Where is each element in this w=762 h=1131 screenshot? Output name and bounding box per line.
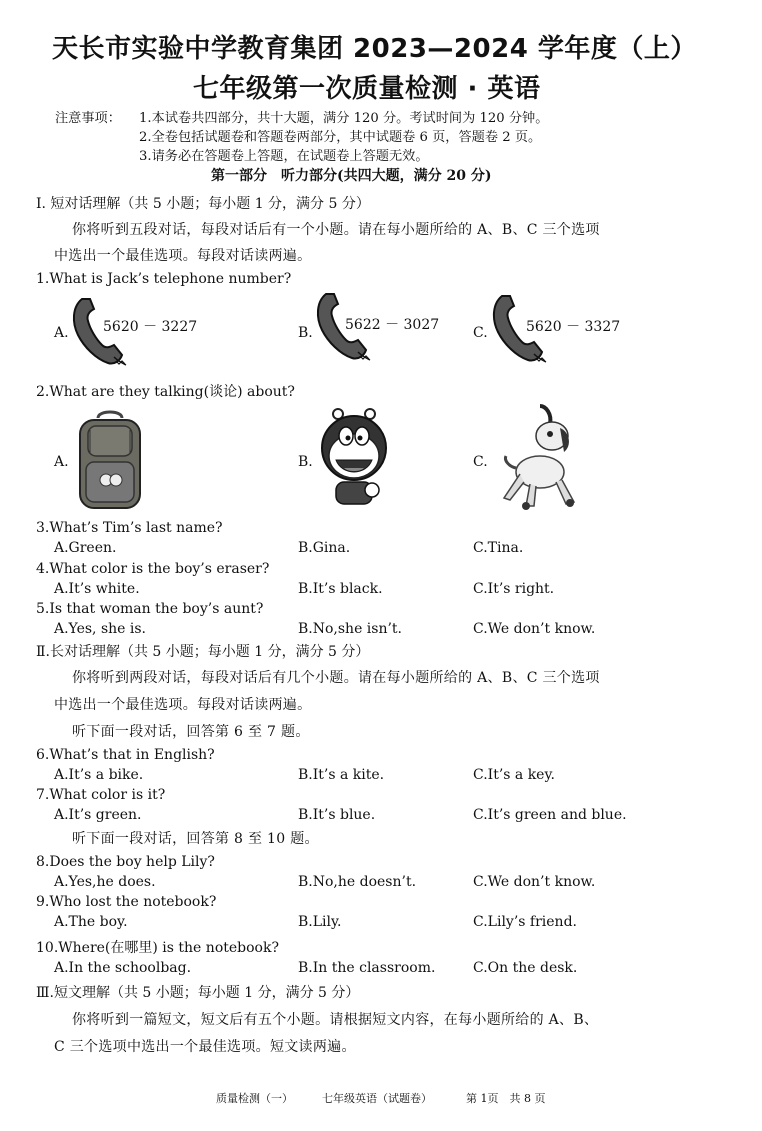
q8-option-b: B.No,he doesn’t. bbox=[298, 874, 417, 890]
q6-option-b: B.It’s a kite. bbox=[298, 767, 385, 783]
q9-option-b: B.Lily. bbox=[298, 914, 342, 930]
q7-option-c: C.It’s green and blue. bbox=[473, 807, 627, 823]
q1-option-b-label: B. bbox=[298, 325, 313, 341]
question-8: 8.Does the boy help Lily? bbox=[36, 854, 215, 870]
cartoon-robot-cat-icon bbox=[316, 406, 392, 512]
page-number: 第 1页 共 8 页 bbox=[466, 1092, 546, 1105]
question-5: 5.Is that woman the boy’s aunt? bbox=[36, 601, 264, 617]
q4-option-a: A.It’s white. bbox=[54, 581, 140, 597]
q3-option-b: B.Gina. bbox=[298, 540, 351, 556]
question-10: 10.Where(在哪里) is the notebook? bbox=[36, 940, 279, 956]
q1-option-a-number: 5620 － 3227 bbox=[103, 319, 198, 335]
q4-option-b: B.It’s black. bbox=[298, 581, 383, 597]
q2-option-c-label: C. bbox=[473, 454, 488, 470]
notes-label: 注意事项： bbox=[55, 111, 121, 126]
question-7: 7.What color is it? bbox=[36, 787, 166, 803]
q7-option-b: B.It’s blue. bbox=[298, 807, 376, 823]
q1-option-c-number: 5620 － 3327 bbox=[526, 319, 621, 335]
q7-option-a: A.It’s green. bbox=[54, 807, 142, 823]
section2-sub2: 听下面一段对话，回答第 8 至 10 题。 bbox=[72, 831, 319, 847]
q4-option-c: C.It’s right. bbox=[473, 581, 555, 597]
robot-dog-icon bbox=[490, 402, 590, 514]
backpack-icon bbox=[72, 408, 148, 512]
footer-mid: 七年级英语（试题卷） bbox=[322, 1092, 432, 1105]
section3-instructions-2: C 三个选项中选出一个最佳选项。短文读两遍。 bbox=[54, 1039, 356, 1055]
q3-option-a: A.Green. bbox=[54, 540, 117, 556]
section1-instructions-1: 你将听到五段对话，每段对话后有一个小题。请在每小题所给的 A、B、C 三个选项 bbox=[72, 222, 600, 238]
section3-instructions-1: 你将听到一篇短文，短文后有五个小题。请根据短文内容，在每小题所给的 A、B、 bbox=[72, 1012, 599, 1028]
q8-option-c: C.We don’t know. bbox=[473, 874, 596, 890]
q1-option-b-number: 5622 － 3027 bbox=[345, 317, 440, 333]
section2-sub1: 听下面一段对话，回答第 6 至 7 题。 bbox=[72, 724, 310, 740]
q1-option-a-label: A. bbox=[54, 325, 69, 341]
section3-heading: Ⅲ.短文理解（共 5 小题；每小题 1 分，满分 5 分） bbox=[36, 985, 360, 1001]
q9-option-c: C.Lily’s friend. bbox=[473, 914, 577, 930]
section1-heading: I. 短对话理解（共 5 小题；每小题 1 分，满分 5 分） bbox=[36, 196, 370, 212]
q5-option-a: A.Yes, she is. bbox=[54, 621, 147, 637]
q2-option-a-label: A. bbox=[54, 454, 69, 470]
q1-option-c-label: C. bbox=[473, 325, 488, 341]
section1-instructions-2: 中选出一个最佳选项。每段对话读两遍。 bbox=[54, 248, 312, 264]
note-item-2: 2.全卷包括试题卷和答题卷两部分，其中试题卷 6 页，答题卷 2 页。 bbox=[139, 130, 542, 145]
note-item-1: 1.本试卷共四部分，共十大题，满分 120 分。考试时间为 120 分钟。 bbox=[139, 111, 549, 126]
q8-option-a: A.Yes,he does. bbox=[54, 874, 156, 890]
part1-heading: 第一部分 听力部分(共四大题，满分 20 分) bbox=[211, 168, 492, 184]
section2-heading: Ⅱ.长对话理解（共 5 小题；每小题 1 分，满分 5 分） bbox=[36, 644, 370, 660]
q10-option-a: A.In the schoolbag. bbox=[54, 960, 192, 976]
question-3: 3.What’s Tim’s last name? bbox=[36, 520, 223, 536]
q10-option-c: C.On the desk. bbox=[473, 960, 578, 976]
question-6: 6.What’s that in English? bbox=[36, 747, 215, 763]
q10-option-b: B.In the classroom. bbox=[298, 960, 436, 976]
section2-instructions-2: 中选出一个最佳选项。每段对话读两遍。 bbox=[54, 697, 312, 713]
q3-option-c: C.Tina. bbox=[473, 540, 524, 556]
question-1: 1.What is Jack’s telephone number? bbox=[36, 271, 292, 287]
question-4: 4.What color is the boy’s eraser? bbox=[36, 561, 270, 577]
page-title: 天长市实验中学教育集团 2023—2024 学年度（上） bbox=[52, 34, 697, 64]
q6-option-a: A.It’s a bike. bbox=[54, 767, 144, 783]
section2-instructions-1: 你将听到两段对话，每段对话后有几个小题。请在每小题所给的 A、B、C 三个选项 bbox=[72, 670, 600, 686]
q6-option-c: C.It’s a key. bbox=[473, 767, 555, 783]
q9-option-a: A.The boy. bbox=[54, 914, 128, 930]
q5-option-b: B.No,she isn’t. bbox=[298, 621, 403, 637]
footer-left: 质量检测（一） bbox=[216, 1092, 293, 1105]
note-item-3: 3.请务必在答题卷上答题，在试题卷上答题无效。 bbox=[139, 149, 429, 164]
page-subtitle: 七年级第一次质量检测 · 英语 bbox=[193, 74, 541, 104]
question-9: 9.Who lost the notebook? bbox=[36, 894, 217, 910]
question-2: 2.What are they talking(谈论) about? bbox=[36, 384, 295, 400]
q5-option-c: C.We don’t know. bbox=[473, 621, 596, 637]
q2-option-b-label: B. bbox=[298, 454, 313, 470]
